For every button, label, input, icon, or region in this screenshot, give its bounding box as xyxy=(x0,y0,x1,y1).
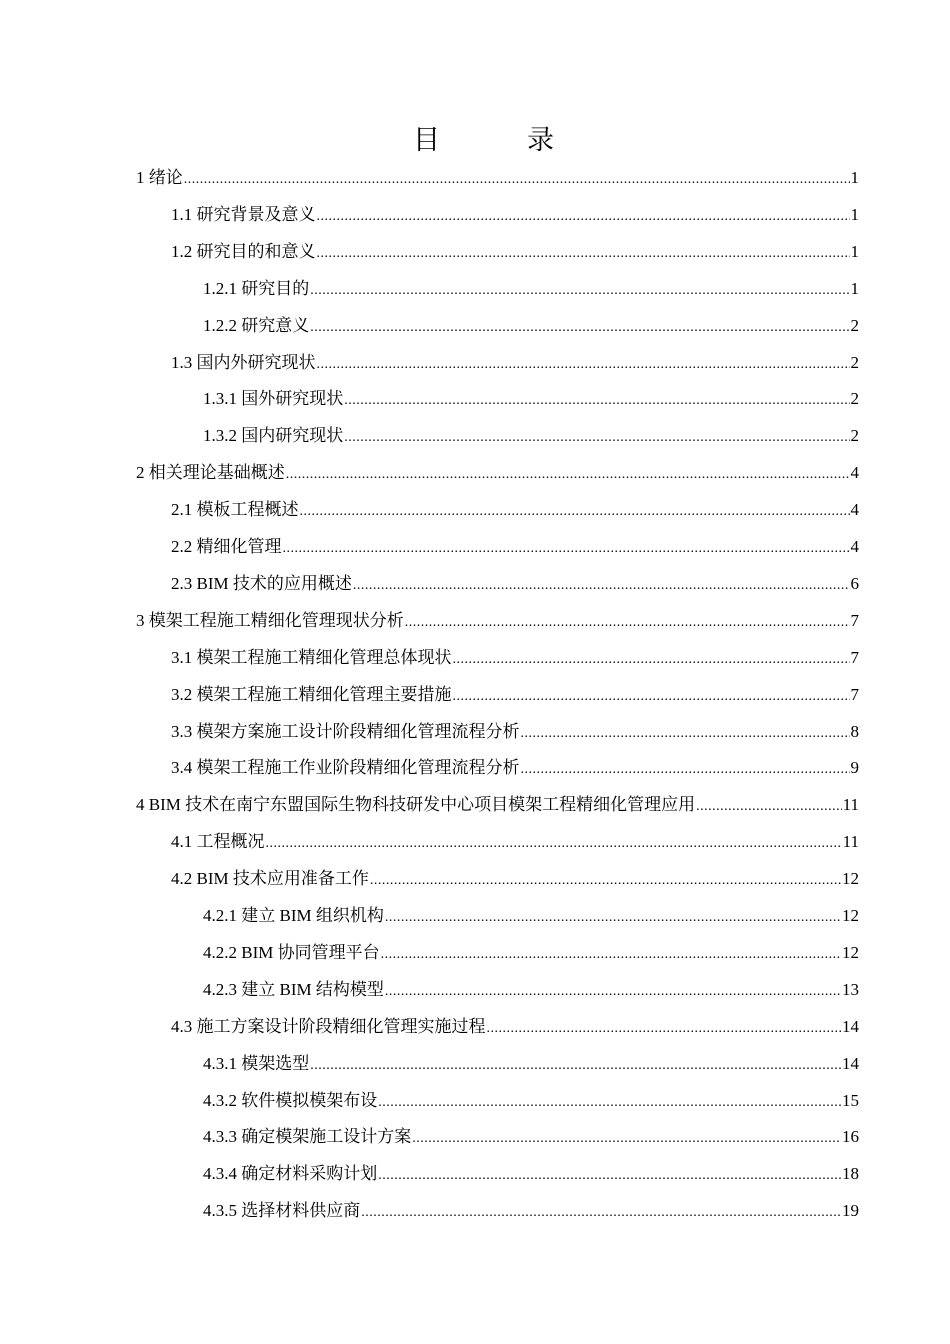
toc-page-number: 11 xyxy=(842,795,859,815)
toc-dot-leader xyxy=(453,648,850,672)
toc-dot-leader xyxy=(487,1017,842,1041)
toc-dot-leader xyxy=(344,389,849,413)
toc-entry-title: 4.2.1 建立 BIM 组织机构 xyxy=(203,906,384,925)
toc-entry[interactable] xyxy=(136,166,859,190)
toc-entry-title: 1.3 国内外研究现状 xyxy=(171,352,316,372)
toc-dot-leader xyxy=(378,1164,841,1188)
toc-page-number: 12 xyxy=(842,906,859,925)
toc-page-number: 1 xyxy=(850,278,859,298)
toc-entry[interactable] xyxy=(171,830,859,854)
toc-entry-title: 4.2.2 BIM 协同管理平台 xyxy=(203,942,380,962)
toc-dot-leader xyxy=(300,500,850,524)
toc-dot-leader xyxy=(317,242,850,266)
toc-page-number: 2 xyxy=(850,426,859,446)
toc-page-number: 14 xyxy=(842,1053,859,1073)
toc-page-number: 16 xyxy=(842,1127,859,1147)
toc-page-number: 14 xyxy=(842,1016,859,1036)
toc-dot-leader xyxy=(521,722,850,746)
toc-entry-title: 4.3.1 模架选型 xyxy=(203,1053,310,1073)
toc-dot-leader xyxy=(344,426,849,450)
toc-entry-title: 3.1 模架工程施工精细化管理总体现状 xyxy=(171,647,452,667)
toc-page-number: 1 xyxy=(850,241,859,261)
toc-entry-title: 1.2.1 研究目的 xyxy=(203,278,310,298)
toc-entry-title: 2.2 精细化管理 xyxy=(171,537,282,556)
toc-page-number: 11 xyxy=(842,832,859,852)
toc-dot-leader xyxy=(310,316,849,340)
toc-entry[interactable] xyxy=(171,572,859,596)
toc-entry[interactable] xyxy=(203,1125,859,1149)
toc-dot-leader xyxy=(353,574,850,598)
toc-entry[interactable] xyxy=(171,720,859,744)
toc-dot-leader xyxy=(310,1054,841,1078)
toc-page-number: 13 xyxy=(842,979,859,999)
toc-entry-title: 4.3 施工方案设计阶段精细化管理实施过程 xyxy=(171,1016,486,1036)
toc-page-number: 1 xyxy=(850,204,859,224)
toc-page-number: 7 xyxy=(850,647,859,667)
toc-page-number: 2 xyxy=(850,315,859,335)
toc-entry[interactable] xyxy=(171,498,859,522)
toc-entry-title: 4.3.2 软件模拟模架布设 xyxy=(203,1090,378,1110)
toc-dot-leader xyxy=(412,1127,841,1151)
toc-page-number: 2 xyxy=(850,389,859,409)
toc-dot-leader xyxy=(317,353,850,377)
toc-entry[interactable] xyxy=(171,683,859,707)
toc-entry[interactable] xyxy=(171,646,859,670)
toc-dot-leader xyxy=(696,795,842,819)
toc-entry[interactable] xyxy=(203,387,859,411)
toc-page-number: 19 xyxy=(842,1201,859,1221)
toc-entry-title: 1.2.2 研究意义 xyxy=(203,315,310,335)
toc-page-number: 7 xyxy=(850,610,859,630)
toc-entry[interactable] xyxy=(203,1199,859,1223)
toc-entry[interactable] xyxy=(203,1089,859,1113)
toc-page-number: 12 xyxy=(842,869,859,889)
toc-page-number: 15 xyxy=(842,1090,859,1110)
toc-entry[interactable] xyxy=(171,203,859,227)
toc-entry-title: 4.1 工程概况 xyxy=(171,832,265,852)
toc-entry-title: 3.2 模架工程施工精细化管理主要措施 xyxy=(171,684,452,704)
toc-page-number: 4 xyxy=(850,463,859,483)
toc-entry-title: 1.2 研究目的和意义 xyxy=(171,241,316,261)
toc-page-number: 7 xyxy=(850,684,859,704)
toc-page-number: 4 xyxy=(850,537,859,556)
toc-dot-leader xyxy=(378,1091,841,1115)
toc-dot-leader xyxy=(184,168,850,192)
toc-dot-leader xyxy=(405,611,850,635)
toc-dot-leader xyxy=(266,832,842,856)
toc-entry[interactable] xyxy=(203,1162,859,1186)
toc-page-number: 12 xyxy=(842,942,859,962)
toc-dot-leader xyxy=(381,943,841,967)
toc-entry-title: 1.3.1 国外研究现状 xyxy=(203,389,344,409)
toc-entry[interactable] xyxy=(203,314,859,338)
toc-entry[interactable] xyxy=(171,240,859,264)
toc-entry-title: 4.3.5 选择材料供应商 xyxy=(203,1201,361,1221)
toc-page-number: 1 xyxy=(850,168,859,187)
toc-entry-title: 3.3 模架方案施工设计阶段精细化管理流程分析 xyxy=(171,721,520,741)
toc-entry-title: 4.2 BIM 技术应用准备工作 xyxy=(171,869,369,889)
toc-entry[interactable] xyxy=(171,351,859,375)
toc-dot-leader xyxy=(453,685,850,709)
toc-entry[interactable] xyxy=(203,424,859,448)
toc-entry-title: 3 模架工程施工精细化管理现状分析 xyxy=(136,610,404,630)
toc-entry[interactable] xyxy=(203,941,859,965)
toc-dot-leader xyxy=(361,1201,841,1225)
toc-entry-title: 1 绪论 xyxy=(136,168,183,187)
toc-dot-leader xyxy=(310,279,849,303)
toc-entry-title: 3.4 模架工程施工作业阶段精细化管理流程分析 xyxy=(171,758,520,778)
toc-entry[interactable] xyxy=(203,904,859,928)
toc-entry-title: 4.3.3 确定模架施工设计方案 xyxy=(203,1127,412,1147)
toc-page-number: 18 xyxy=(842,1164,859,1184)
toc-dot-leader xyxy=(286,463,850,487)
toc-dot-leader xyxy=(370,869,841,893)
toc-entry[interactable] xyxy=(203,1052,859,1076)
toc-entry[interactable] xyxy=(171,1015,859,1039)
toc-entry-title: 4.2.3 建立 BIM 结构模型 xyxy=(203,979,384,999)
toc-entry[interactable] xyxy=(136,461,859,485)
toc-entry-title: 2.3 BIM 技术的应用概述 xyxy=(171,573,352,593)
toc-page-number: 4 xyxy=(850,500,859,520)
toc-page-number: 6 xyxy=(850,573,859,593)
toc-entry-title: 2 相关理论基础概述 xyxy=(136,463,285,483)
toc-entry-title: 4 BIM 技术在南宁东盟国际生物科技研发中心项目模架工程精细化管理应用 xyxy=(136,795,696,815)
toc-entry[interactable] xyxy=(171,867,859,891)
toc-entry-title: 1.1 研究背景及意义 xyxy=(171,204,316,224)
toc-entry[interactable] xyxy=(136,609,859,633)
toc-dot-leader xyxy=(385,906,841,930)
toc-title: 目 录 xyxy=(413,125,584,156)
toc-entry[interactable] xyxy=(136,793,859,817)
toc-entry[interactable] xyxy=(203,978,859,1002)
toc-page-number: 8 xyxy=(850,721,859,741)
toc-page-number: 2 xyxy=(850,352,859,372)
toc-entry[interactable] xyxy=(171,535,859,559)
toc-dot-leader xyxy=(385,980,841,1004)
toc-dot-leader xyxy=(283,537,850,561)
toc-entry-title: 2.1 模板工程概述 xyxy=(171,500,299,520)
toc-page-number: 9 xyxy=(850,758,859,778)
toc-dot-leader xyxy=(317,205,850,229)
toc-entry-title: 1.3.2 国内研究现状 xyxy=(203,426,344,446)
toc-dot-leader xyxy=(521,758,850,782)
toc-entry[interactable] xyxy=(171,756,859,780)
toc-entry-title: 4.3.4 确定材料采购计划 xyxy=(203,1164,378,1184)
toc-entry[interactable] xyxy=(203,277,859,301)
